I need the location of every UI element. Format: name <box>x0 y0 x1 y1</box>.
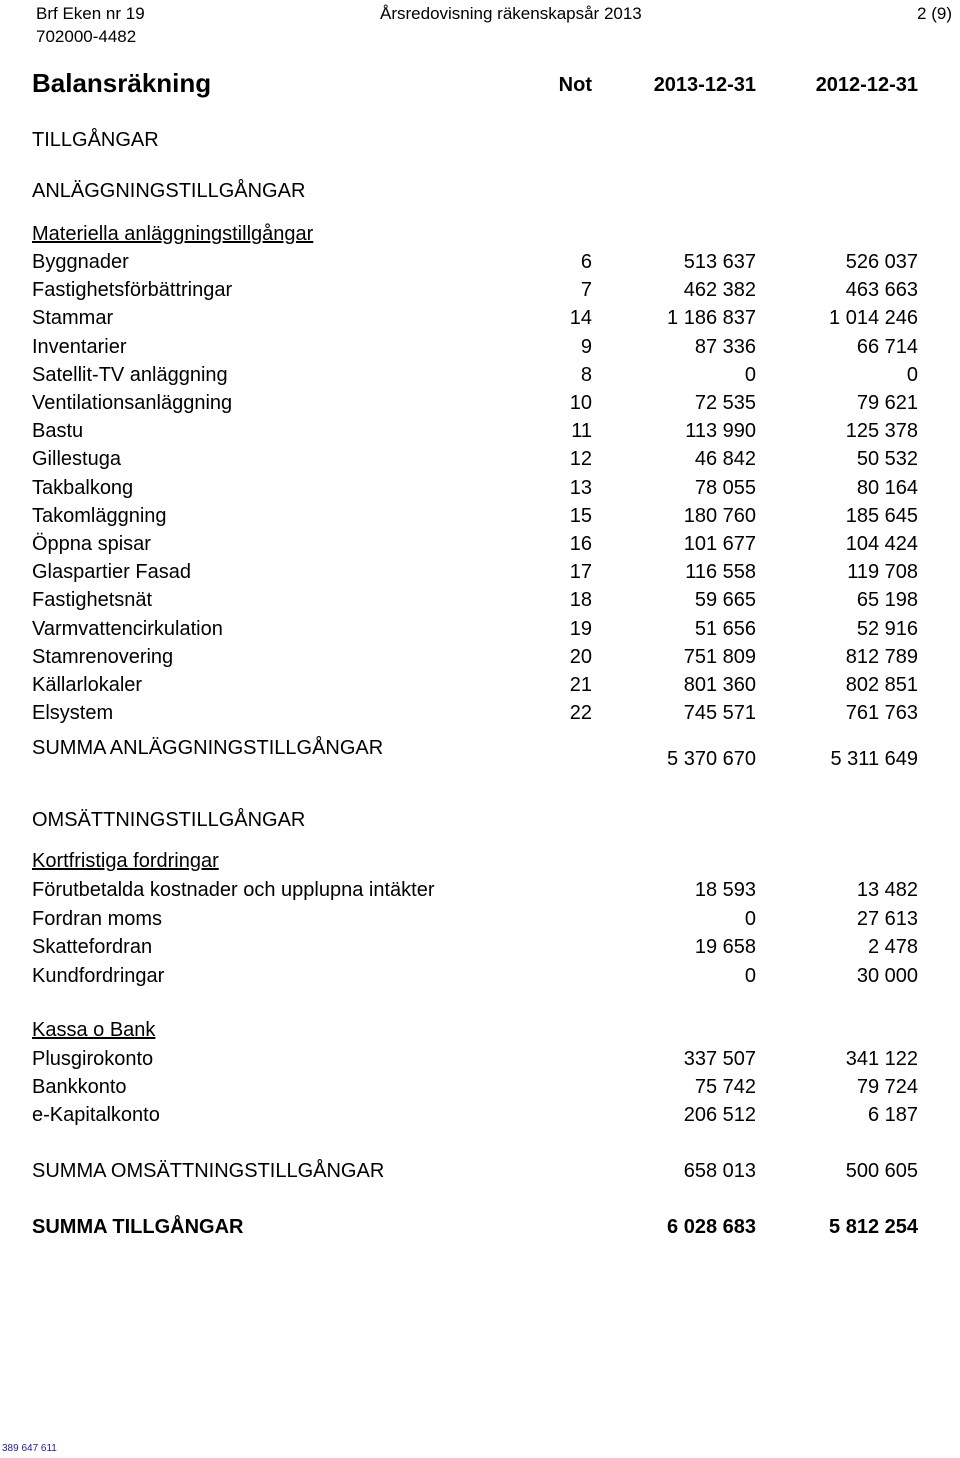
row-label: Skattefordran <box>32 936 153 958</box>
row-value-2013: 87 336 <box>694 335 756 358</box>
row-note: 11 <box>571 420 592 443</box>
row-note: 7 <box>580 279 592 302</box>
sum-omsattningstillgangar-2013: 658 013 <box>683 1160 756 1182</box>
row-label: Bankkonto <box>32 1076 127 1098</box>
row-value-2013: 59 665 <box>694 589 756 612</box>
row-value-2012: 66 714 <box>856 335 918 358</box>
row-label: Förutbetalda kostnader och upplupna intäkter <box>32 879 435 901</box>
row-note: 18 <box>569 589 592 612</box>
sum-omsattningstillgangar-label: SUMMA OMSÄTTNINGSTILLGÅNGAR <box>32 1160 385 1182</box>
row-label: Källarlokaler <box>32 674 143 696</box>
row-value-2013: 1 186 837 <box>667 307 756 330</box>
row-label: Gillestuga <box>32 448 121 471</box>
row-value-2013: 72 535 <box>694 392 756 414</box>
row-value-2012: 185 645 <box>845 504 918 527</box>
section-tillgangar: TILLGÅNGAR <box>32 129 159 151</box>
row-note: 6 <box>580 251 592 273</box>
section-omsattningstillgangar: OMSÄTTNINGSTILLGÅNGAR <box>32 809 306 831</box>
row-note: 17 <box>569 561 592 584</box>
row-value-2012: 6 187 <box>867 1104 918 1126</box>
row-label: Glaspartier Fasad <box>32 561 191 584</box>
row-value-2012: 79 621 <box>856 392 918 414</box>
section-anlaggningstillgangar: ANLÄGGNINGSTILLGÅNGAR <box>32 180 306 202</box>
document-id: 389 647 611 <box>2 1443 57 1454</box>
row-value-2012: 802 851 <box>845 674 918 696</box>
row-value-2012: 463 663 <box>845 279 918 302</box>
row-value-2013: 751 809 <box>683 645 756 668</box>
row-label: Fordran moms <box>32 907 163 930</box>
row-value-2012: 2 478 <box>867 936 918 958</box>
col-header-2013: 2013-12-31 <box>653 74 756 96</box>
row-value-2013: 180 760 <box>683 504 756 527</box>
row-note: 16 <box>569 533 592 555</box>
col-header-note: Not <box>558 74 592 96</box>
row-value-2013: 101 677 <box>683 533 756 555</box>
row-label: Elsystem <box>32 702 114 725</box>
row-value-2012: 125 378 <box>845 420 918 443</box>
sum-omsattningstillgangar-2012: 500 605 <box>845 1160 918 1182</box>
row-value-2012: 65 198 <box>856 589 918 612</box>
subsection-kassa: Kassa o Bank <box>32 1019 156 1041</box>
org-name: Brf Eken nr 19 <box>36 4 145 23</box>
row-value-2013: 0 <box>744 964 756 987</box>
row-value-2012: 526 037 <box>845 251 918 273</box>
row-value-2013: 745 571 <box>683 702 756 725</box>
row-label: Satellit-TV anläggning <box>32 363 228 386</box>
row-value-2012: 52 916 <box>856 617 918 640</box>
report-title: Årsredovisning räkenskapsår 2013 <box>380 4 642 23</box>
row-value-2013: 51 656 <box>694 617 756 640</box>
row-value-2012: 341 122 <box>845 1048 918 1070</box>
row-note: 13 <box>569 476 592 499</box>
row-note: 10 <box>569 392 592 414</box>
row-label: Inventarier <box>32 335 127 358</box>
row-label: Stamrenovering <box>32 645 174 668</box>
org-number: 702000-4482 <box>36 27 137 46</box>
row-value-2012: 50 532 <box>856 448 918 471</box>
row-value-2012: 30 000 <box>856 964 918 987</box>
row-note: 14 <box>569 307 592 330</box>
sum-tillgangar-2012: 5 812 254 <box>829 1216 918 1238</box>
row-note: 22 <box>569 702 592 725</box>
row-value-2013: 78 055 <box>694 476 756 499</box>
row-value-2013: 0 <box>744 363 756 386</box>
row-value-2013: 19 658 <box>694 936 756 958</box>
row-value-2012: 13 482 <box>856 879 918 901</box>
row-label: Byggnader <box>32 251 129 273</box>
row-label: Varmvattencirkulation <box>32 617 223 640</box>
row-note: 9 <box>580 335 592 358</box>
row-value-2012: 812 789 <box>845 645 918 668</box>
row-value-2012: 761 763 <box>845 702 918 725</box>
row-note: 15 <box>569 504 592 527</box>
row-label: e-Kapitalkonto <box>32 1104 160 1126</box>
row-value-2013: 18 593 <box>694 879 756 901</box>
row-label: Ventilationsanläggning <box>32 392 233 414</box>
sum-anlaggningstillgangar-2013: 5 370 670 <box>667 748 756 770</box>
row-label: Öppna spisar <box>32 533 151 555</box>
subsection-materiella: Materiella anläggningstillgångar <box>32 223 314 245</box>
row-value-2013: 0 <box>744 907 756 930</box>
row-note: 20 <box>569 645 592 668</box>
subsection-kortfristiga: Kortfristiga fordringar <box>32 850 219 872</box>
row-label: Fastighetsnät <box>32 589 153 612</box>
row-note: 12 <box>569 448 592 471</box>
row-value-2013: 206 512 <box>683 1104 756 1126</box>
page-number: 2 (9) <box>917 4 952 23</box>
row-value-2012: 79 724 <box>856 1076 918 1098</box>
sum-anlaggningstillgangar-label: SUMMA ANLÄGGNINGSTILLGÅNGAR <box>32 737 384 759</box>
row-label: Kundfordringar <box>32 964 165 987</box>
row-label: Stammar <box>32 307 114 330</box>
sum-tillgangar-label: SUMMA TILLGÅNGAR <box>32 1216 244 1238</box>
row-value-2013: 513 637 <box>683 251 756 273</box>
row-note: 21 <box>569 674 592 696</box>
row-label: Takbalkong <box>32 476 134 499</box>
row-value-2013: 113 990 <box>685 420 756 443</box>
page-title: Balansräkning <box>32 68 212 98</box>
row-value-2012: 119 708 <box>847 561 918 584</box>
row-value-2013: 75 742 <box>694 1076 756 1098</box>
row-value-2013: 46 842 <box>694 448 756 471</box>
row-value-2012: 0 <box>906 363 918 386</box>
row-value-2012: 80 164 <box>856 476 918 499</box>
row-value-2012: 104 424 <box>845 533 918 555</box>
row-label: Plusgirokonto <box>32 1048 154 1070</box>
sum-anlaggningstillgangar-2012: 5 311 649 <box>830 748 918 770</box>
row-label: Bastu <box>32 420 84 443</box>
row-note: 8 <box>580 363 592 386</box>
row-value-2013: 462 382 <box>683 279 756 302</box>
row-value-2012: 27 613 <box>856 907 918 930</box>
row-value-2013: 337 507 <box>683 1048 756 1070</box>
row-value-2013: 801 360 <box>683 674 756 696</box>
sum-tillgangar-2013: 6 028 683 <box>667 1216 756 1238</box>
row-value-2012: 1 014 246 <box>829 307 918 330</box>
row-label: Takomläggning <box>32 504 167 527</box>
col-header-2012: 2012-12-31 <box>815 74 918 96</box>
row-value-2013: 116 558 <box>685 561 756 584</box>
row-label: Fastighetsförbättringar <box>32 279 233 302</box>
row-note: 19 <box>569 617 592 640</box>
